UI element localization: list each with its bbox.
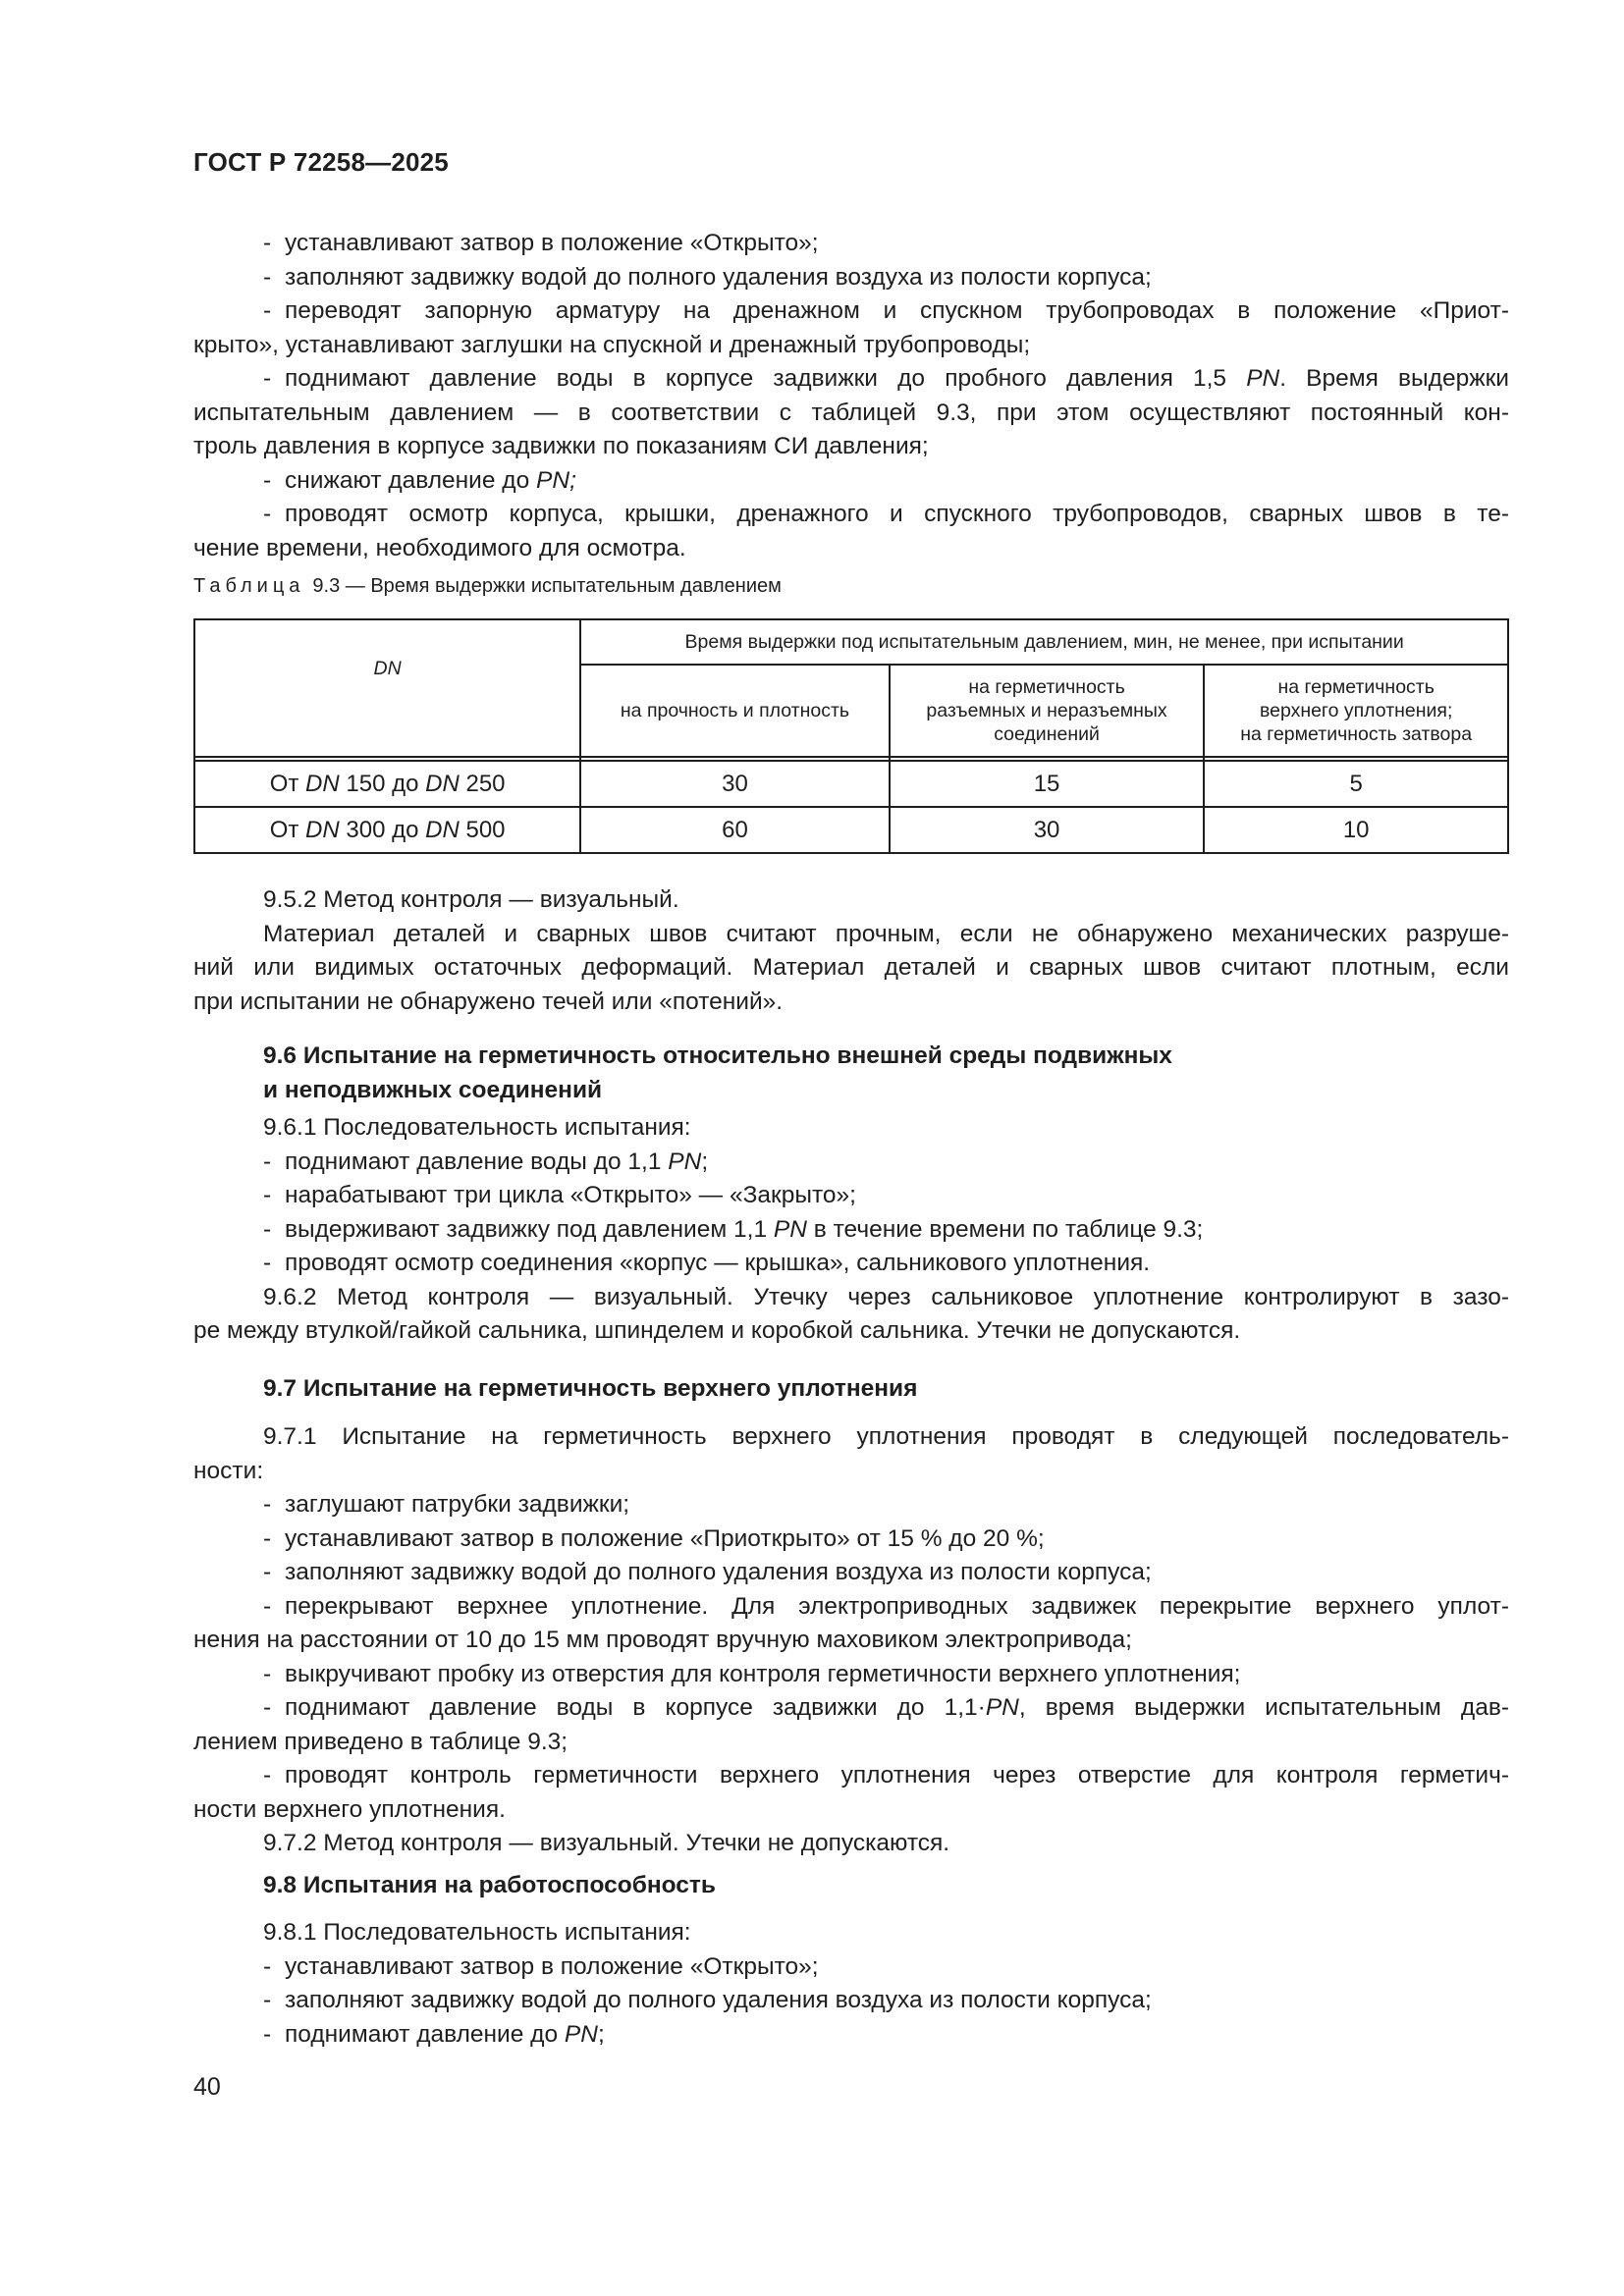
cell-joints: 15 xyxy=(890,761,1205,807)
bullet-dash: - xyxy=(263,230,272,256)
list-item xyxy=(193,1590,1509,1625)
range-value: 250 xyxy=(465,770,506,797)
document-header: ГОСТ Р 72258—2025 xyxy=(193,147,449,177)
section-9-7 xyxy=(193,1372,1509,1407)
item-text: устанавливают затвор в положение «Приоткрыто» от 15 % до 20 %; xyxy=(285,1524,1045,1552)
item-text: выдерживают задвижку под давлением 1,1 xyxy=(285,1215,768,1243)
list-item-continuation: троль давления в корпусе задвижки по показаниям СИ давления; xyxy=(193,433,929,459)
paragraph-line: 9.7.2 Метод контроля — визуальный. Утечки не допускаются. xyxy=(263,1830,950,1856)
dn-symbol: DN xyxy=(425,816,460,843)
section-9-8-body xyxy=(193,1916,1509,2052)
paragraph-line: 9.8.1 Последовательность испытания: xyxy=(263,1919,691,1946)
caption-text: 9.3 — Время выдержки испытательным давлением xyxy=(312,575,782,597)
bullet-dash: - xyxy=(263,1660,272,1687)
bullet-dash: - xyxy=(263,297,272,324)
cell-strength: 60 xyxy=(580,807,890,853)
item-text: поднимают давление до xyxy=(285,2020,559,2048)
item-text: устанавливают затвор в положение «Открыто»; xyxy=(285,230,819,256)
item-text: заполняют задвижку водой до полного удаления воздуха из полости корпуса; xyxy=(285,1987,1152,2013)
paragraph-line: ности: xyxy=(193,1457,264,1484)
range-text: до xyxy=(392,770,419,797)
list-item xyxy=(193,1179,1509,1213)
section-heading: 9.6 Испытание на герметичность относительно внешней среды подвижных xyxy=(263,1042,1172,1069)
item-text: в течение времени по таблице 9.3; xyxy=(813,1215,1204,1243)
list-item xyxy=(193,1658,1509,1692)
list-item-continuation: лением приведено в таблице 9.3; xyxy=(193,1728,568,1755)
dn-symbol: DN xyxy=(305,816,340,843)
caption-label: Таблица xyxy=(193,575,305,597)
list-item xyxy=(193,1247,1509,1281)
section-9-8 xyxy=(193,1869,1509,1903)
item-text: проводят осмотр корпуса, крышки, дренажного и спускного трубопроводов, сварных швов в те- xyxy=(285,501,1509,527)
section-heading: 9.7 Испытание на герметичность верхнего уплотнения xyxy=(263,1375,918,1402)
item-text: выкручивают пробку из отверстия для контроля герметичности верхнего уплотнения; xyxy=(285,1660,1241,1687)
section-heading: и неподвижных соединений xyxy=(263,1076,603,1103)
group-header: Время выдержки под испытательным давлением, мин, не менее, при испытании xyxy=(580,619,1508,665)
section-9-6 xyxy=(193,1040,1509,1107)
item-text: нарабатывают три цикла «Открыто» — «Закрыто»; xyxy=(285,1182,856,1208)
pn-symbol: PN xyxy=(1246,365,1280,392)
item-text: заполняют задвижку водой до полного удаления воздуха из полости корпуса; xyxy=(285,263,1152,291)
paragraph-line: Материал деталей и сварных швов считают прочным, если не обнаружено механических разруше- xyxy=(263,920,1509,947)
list-item xyxy=(193,261,1509,295)
dn-symbol: DN xyxy=(305,770,340,797)
bullet-dash: - xyxy=(263,1559,272,1585)
paragraph-line: 9.5.2 Метод контроля — визуальный. xyxy=(263,886,679,913)
cell-upper-seal: 5 xyxy=(1204,761,1508,807)
paragraph-line: при испытании не обнаружено течей или «потений». xyxy=(193,988,784,1015)
list-item xyxy=(193,1759,1509,1793)
bullet-dash: - xyxy=(263,1694,272,1721)
range-text: до xyxy=(392,816,419,843)
pn-symbol: PN xyxy=(564,2020,598,2048)
section-9-7-body xyxy=(193,1420,1509,1861)
table-caption xyxy=(193,575,782,598)
item-text: переводят запорную арматуру на дренажном и спускном трубопроводах в положение «Приот- xyxy=(285,297,1509,324)
item-text: снижают давление до xyxy=(285,466,530,494)
range-text: От xyxy=(269,816,299,843)
pn-symbol: PN xyxy=(773,1215,807,1243)
list-item xyxy=(193,1522,1509,1557)
section-9-6-body xyxy=(193,1111,1509,1349)
item-text: проводят контроль герметичности верхнего уплотнения через отверстие для контроля герметич- xyxy=(285,1762,1509,1789)
paragraph-line: 9.6.2 Метод контроля — визуальный. Утечку через сальниковое уплотнение контролируют в зазо- xyxy=(263,1283,1509,1310)
page-number: 40 xyxy=(193,2073,221,2101)
list-item xyxy=(193,1950,1509,1985)
item-text: поднимают давление воды в корпусе задвижки до 1,1· xyxy=(285,1694,986,1721)
section-heading: 9.8 Испытания на работоспособность xyxy=(263,1872,716,1898)
bullet-dash: - xyxy=(263,1148,272,1175)
pn-symbol: PN; xyxy=(536,466,576,494)
bullet-dash: - xyxy=(263,1524,272,1552)
item-text: поднимают давление воды в корпусе задвижки до пробного давления 1,5 xyxy=(285,365,1227,392)
list-item-continuation: ности верхнего уплотнения. xyxy=(193,1795,506,1823)
range-value: 500 xyxy=(465,816,506,843)
bullet-dash: - xyxy=(263,1762,272,1789)
cell-joints: 30 xyxy=(890,807,1205,853)
range-value: 150 xyxy=(346,770,386,797)
paragraph-line: 9.7.1 Испытание на герметичность верхнего уплотнения проводят в следующей последователь- xyxy=(263,1423,1509,1450)
header-line: соединений xyxy=(994,723,1100,745)
bullet-dash: - xyxy=(263,365,272,392)
list-item xyxy=(193,1488,1509,1522)
list-item-continuation: чение времени, необходимого для осмотра. xyxy=(193,534,686,561)
cell-upper-seal: 10 xyxy=(1204,807,1508,853)
list-item xyxy=(193,498,1509,532)
list-item xyxy=(193,1146,1509,1180)
list-item-continuation: нения на расстоянии от 10 до 15 мм проводят вручную маховиком электропривода; xyxy=(193,1627,1132,1653)
section-9-5-2 xyxy=(193,883,1509,1019)
bullet-dash: - xyxy=(263,1215,272,1243)
item-text: ; xyxy=(701,1148,709,1175)
range-value: 300 xyxy=(346,816,386,843)
bullet-dash: - xyxy=(263,1491,272,1518)
item-text: поднимают давление воды до 1,1 xyxy=(285,1148,662,1175)
hold-time-table xyxy=(193,618,1509,854)
bullet-dash: - xyxy=(263,501,272,527)
paragraph-line: ре между втулкой/гайкой сальника, шпинделем и коробкой сальника. Утечки не допускаются. xyxy=(193,1317,1241,1344)
item-text: , время выдержки испытательным дав- xyxy=(1018,1694,1509,1721)
bullet-dash: - xyxy=(263,466,272,494)
bullet-dash: - xyxy=(263,2020,272,2048)
item-text: . Время выдержки xyxy=(1279,365,1509,392)
list-item xyxy=(193,1213,1509,1248)
list-item xyxy=(193,1691,1509,1726)
header-line: разъемных и неразъемных xyxy=(926,700,1167,721)
dn-header: DN xyxy=(194,619,580,757)
list-item xyxy=(193,464,1509,499)
paragraph-line: 9.6.1 Последовательность испытания: xyxy=(263,1114,691,1141)
table-row xyxy=(194,761,1508,807)
dn-range xyxy=(194,761,580,807)
table-row xyxy=(194,807,1508,853)
item-text: заглушают патрубки задвижки; xyxy=(285,1491,630,1518)
list-item xyxy=(193,2018,1509,2053)
list-item xyxy=(193,227,1509,261)
list-item-continuation: крыто», устанавливают заглушки на спускной и дренажный трубопроводы; xyxy=(193,331,1031,358)
dn-range xyxy=(194,807,580,853)
range-text: От xyxy=(269,770,299,797)
procedure-list xyxy=(193,227,1509,565)
paragraph-line: ний или видимых остаточных деформаций. Материал деталей и сварных швов считают плотным, если xyxy=(193,954,1509,981)
header-line: на герметичность xyxy=(1277,676,1435,698)
col-header-upper-seal xyxy=(1204,665,1508,757)
bullet-dash: - xyxy=(263,1250,272,1276)
item-text: устанавливают затвор в положение «Открыто»; xyxy=(285,1952,819,1980)
list-item-continuation: испытательным давлением — в соответствии с таблицей 9.3, при этом осуществляют постоянный кон- xyxy=(193,399,1509,426)
cell-strength: 30 xyxy=(580,761,890,807)
header-line: на герметичность xyxy=(968,676,1125,698)
list-item xyxy=(193,294,1509,329)
header-line: на герметичность затвора xyxy=(1240,723,1473,745)
header-line: верхнего уплотнения; xyxy=(1259,700,1453,721)
list-item xyxy=(193,1556,1509,1590)
bullet-dash: - xyxy=(263,1952,272,1980)
item-text: ; xyxy=(597,2020,605,2048)
dn-symbol: DN xyxy=(425,770,460,797)
bullet-dash: - xyxy=(263,1182,272,1208)
bullet-dash: - xyxy=(263,1987,272,2013)
item-text: перекрывают верхнее уплотнение. Для электроприводных задвижек перекрытие верхнего уплот- xyxy=(285,1592,1509,1620)
bullet-dash: - xyxy=(263,263,272,291)
pn-symbol: PN xyxy=(985,1694,1019,1721)
col-header-joints xyxy=(890,665,1205,757)
pn-symbol: PN xyxy=(668,1148,702,1175)
bullet-dash: - xyxy=(263,1592,272,1620)
item-text: заполняют задвижку водой до полного удаления воздуха из полости корпуса; xyxy=(285,1559,1152,1585)
col-header-strength: на прочность и плотность xyxy=(580,665,890,757)
list-item xyxy=(193,1984,1509,2018)
item-text: проводят осмотр соединения «корпус — крышка», сальникового уплотнения. xyxy=(285,1250,1151,1276)
list-item xyxy=(193,362,1509,397)
